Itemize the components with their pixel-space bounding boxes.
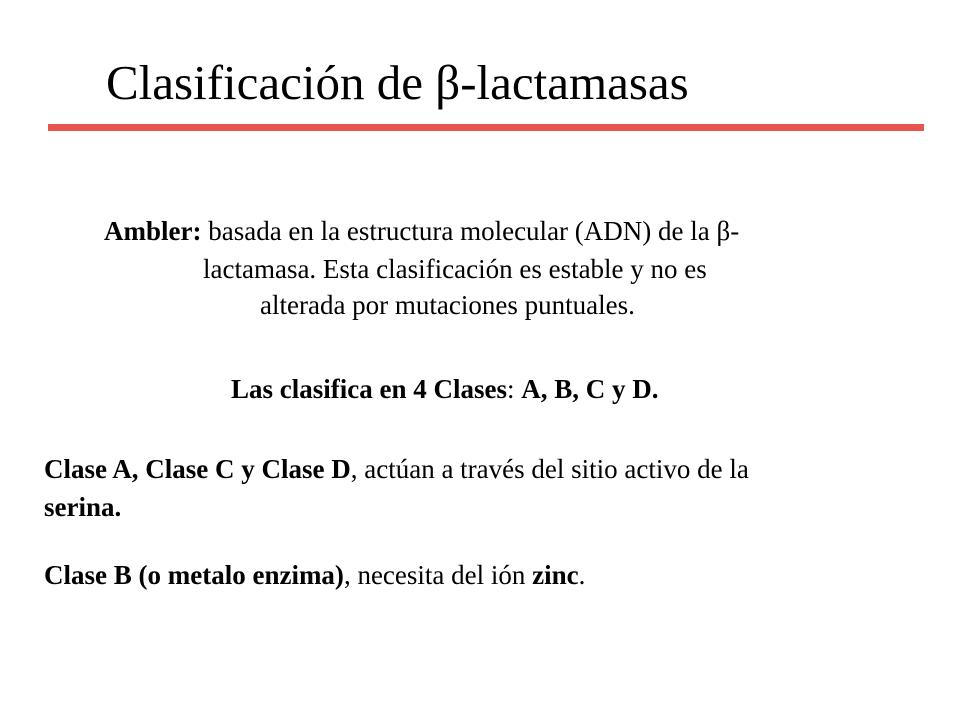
classes-paragraph bbox=[231, 376, 659, 403]
serine-classes: Clase A, Clase C y Clase D bbox=[44, 454, 351, 484]
classes-intro: Las clasifica en 4 Clases bbox=[231, 374, 507, 404]
zinc-paragraph bbox=[44, 562, 585, 589]
serine-word: serina. bbox=[44, 492, 122, 522]
ambler-line-1 bbox=[104, 218, 739, 245]
ambler-line-2: lactamasa. Esta clasificación es estable y no es bbox=[203, 254, 707, 284]
ambler-label: Ambler: bbox=[104, 216, 202, 246]
ambler-line-3: alterada por mutaciones puntuales. bbox=[260, 290, 635, 320]
classes-colon: : bbox=[507, 374, 522, 404]
zinc-word: zinc bbox=[532, 560, 579, 590]
ambler-text-1: basada en la estructura molecular (ADN) de la β- bbox=[208, 216, 740, 246]
zinc-text: , necesita del ión bbox=[343, 560, 533, 590]
zinc-end: . bbox=[578, 560, 586, 590]
slide-title: Clasificación de β-lactamasas bbox=[106, 55, 689, 110]
serine-text: , actúan a través del sitio activo de la bbox=[350, 454, 749, 484]
serine-line-1 bbox=[44, 456, 749, 483]
zinc-class: Clase B (o metalo enzima) bbox=[44, 560, 344, 590]
classes-list: A, B, C y D. bbox=[521, 374, 659, 404]
title-underline bbox=[48, 124, 924, 131]
